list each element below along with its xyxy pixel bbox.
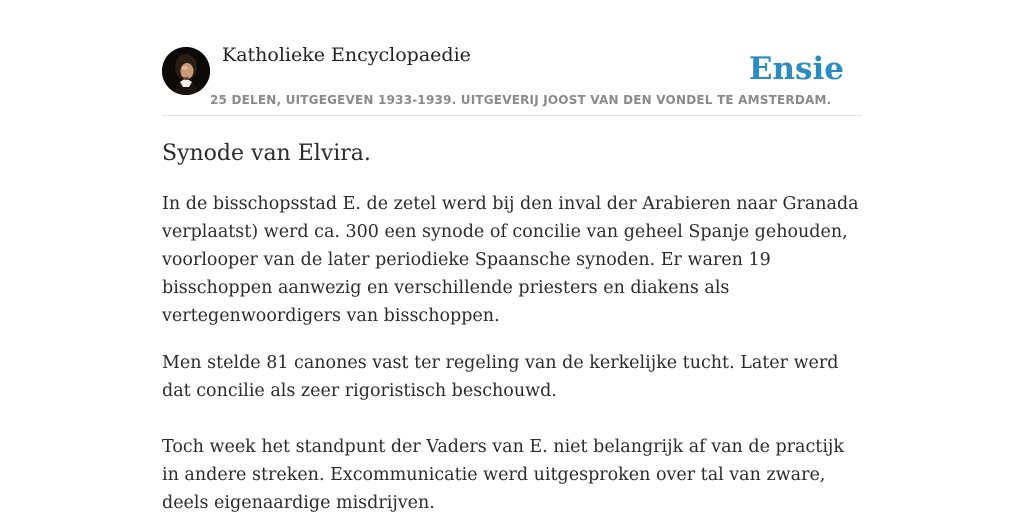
encyclopedia-name[interactable]: Katholieke Encyclopaedie (222, 44, 471, 66)
article-paragraph: Toch week het standpunt der Vaders van E. niet belangrijk af van de practijk in andere streken. Excommunicatie werd uitgesproken over tal van zware, deels eigenaardige misdrijven. (162, 437, 844, 512)
site-header (162, 40, 862, 116)
encyclopedia-avatar[interactable] (162, 47, 210, 95)
publication-info: 25 DELEN, UITGEGEVEN 1933-1939. UITGEVERIJ JOOST VAN DEN VONDEL TE AMSTERDAM. (210, 93, 832, 107)
article-title: Synode van Elvira. (162, 141, 371, 166)
article (162, 138, 862, 512)
portrait-icon (162, 47, 210, 95)
ensie-logo-link[interactable]: Ensie (748, 51, 844, 87)
article-paragraph: Men stelde 81 canones vast ter regeling van de kerkelijke tucht. Later werd dat concilie als zeer rigoristisch beschouwd. (162, 353, 839, 401)
article-paragraph: In de bisschopsstad E. de zetel werd bij den inval der Arabieren naar Granada verplaatst) werd ca. 300 een synode of concilie van geheel Spanje gehouden, voorlooper van de later periodieke Spaansche synoden. Er waren 19 bisschoppen aanwezig en verschillende priesters en diakens als vertegenwoordigers van bisschoppen. (162, 194, 859, 326)
